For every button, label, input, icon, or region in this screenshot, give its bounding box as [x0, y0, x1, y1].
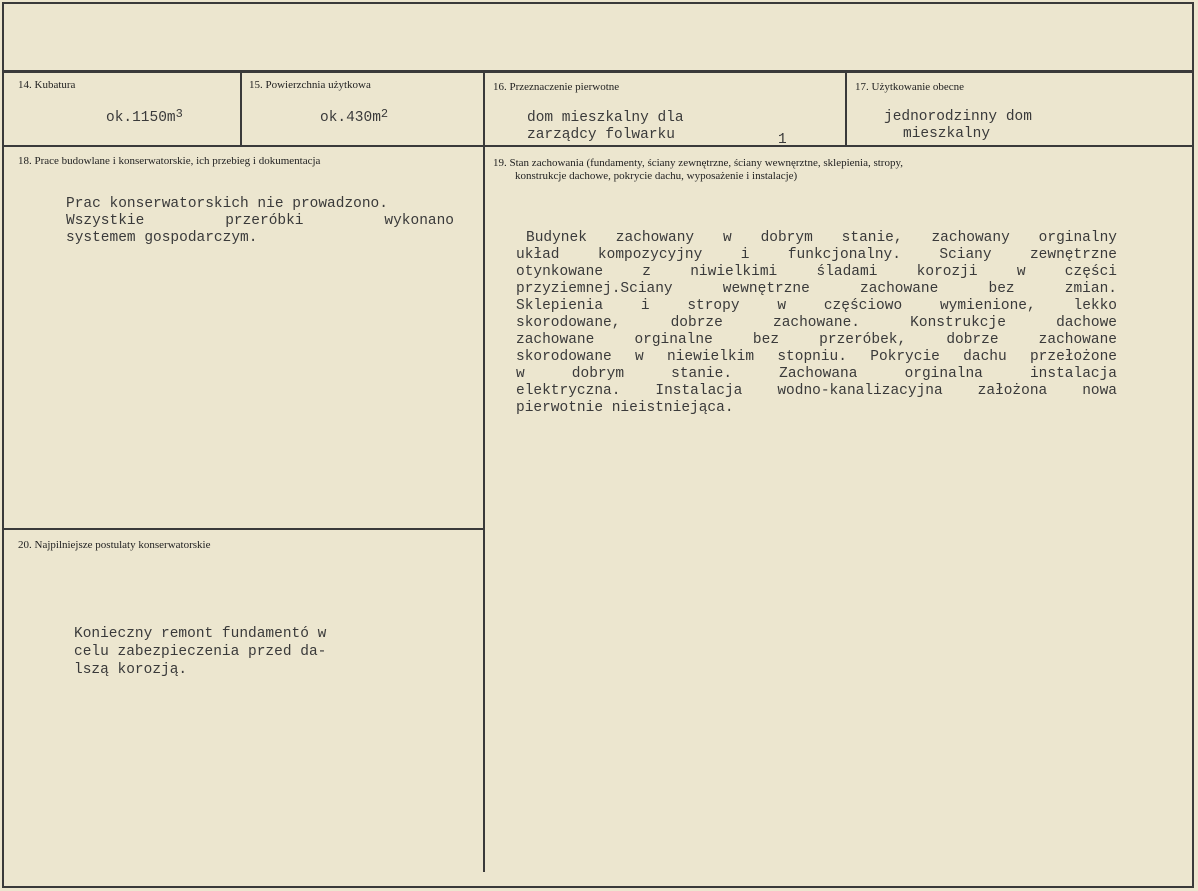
field-19-label-line-1: 19. Stan zachowania (fundamenty, ściany zewnętrzne, ściany wewnęrztne, sklepienia, stropy, [493, 157, 904, 169]
field-14-value: $ok.1150m^3$ [106, 107, 183, 126]
field-19-line-6: skorodowane, dobrze zachowane. Konstrukcje dachowe [516, 315, 1117, 331]
field-17-line-2: mieszkalny [903, 126, 991, 142]
field-19-line-2: układ kompozycyjny i funkcjonalny. Sciany zewnętrzne [516, 247, 1117, 263]
field-19-line-11: pierwotnie nieistniejąca. [516, 400, 734, 416]
field-16-label: 16. Przeznaczenie pierwotne [493, 81, 620, 93]
field-18-line-1: Prac konserwatorskich nie prowadzono. [66, 196, 388, 212]
field-20-line-1: Konieczny remont fundamentó w [74, 626, 327, 642]
field-20-line-2: celu zabezpieczenia przed da- [74, 644, 327, 660]
field-19-line-9: w dobrym stanie. Zachowana orginalna instalacja [516, 366, 1117, 382]
field-16-line-2: zarządcy folwarku [527, 127, 675, 143]
field-19-line-10: elektryczna. Instalacja wodno-kanalizacyjna założona nowa [516, 383, 1117, 399]
field-19-line-4: przyziemnej.Sciany wewnętrzne zachowane bez zmian. [516, 281, 1117, 297]
row-rule-1 [2, 145, 1194, 147]
field-15-label: 15. Powierzchnia użytkowa [249, 79, 371, 91]
field-19-line-7: zachowane orginalne bez przeróbek, dobrze zachowane [516, 332, 1117, 348]
col-rule-1 [240, 72, 242, 146]
col-rule-3 [845, 72, 847, 146]
field-15-value: $ok.430m^2$ [320, 107, 389, 126]
row-rule-2 [2, 528, 484, 530]
field-19-label-line-2: konstrukcje dachowe, pokrycie dachu, wyposażenie i instalacje) [515, 170, 798, 182]
field-18-line-2: Wszystkie przeróbki wykonano [66, 213, 454, 229]
field-19-line-8: skorodowane w niewielkim stopniu. Pokrycie dachu przełożone [516, 349, 1117, 365]
field-18-text [66, 196, 454, 247]
field-17-label: 17. Użytkowanie obecne [855, 81, 965, 93]
field-19-line-5: Sklepienia i stropy w częściowo wymienione, lekko [516, 298, 1117, 314]
field-16-note: 1 [778, 132, 787, 148]
header-rule [2, 70, 1194, 73]
field-20-line-3: lszą korozją. [74, 662, 188, 678]
field-18-label: 18. Prace budowlane i konserwatorskie, ich przebieg i dokumentacja [18, 155, 321, 167]
col-rule-2 [483, 72, 485, 872]
field-17-line-1: jednorodzinny dom [884, 109, 1032, 125]
field-14-label: 14. Kubatura [18, 79, 76, 91]
field-16-line-1: dom mieszkalny dla [527, 110, 684, 126]
field-18-line-3: systemem gospodarczym. [66, 230, 258, 246]
field-20-label: 20. Najpilniejsze postulaty konserwatorskie [18, 539, 211, 551]
field-19-line-3: otynkowane z niwielkimi śladami korozji w części [516, 264, 1117, 280]
field-19-text [516, 230, 1117, 417]
field-19-line-1: Budynek zachowany w dobrym stanie, zachowany orginalny [526, 230, 1117, 246]
